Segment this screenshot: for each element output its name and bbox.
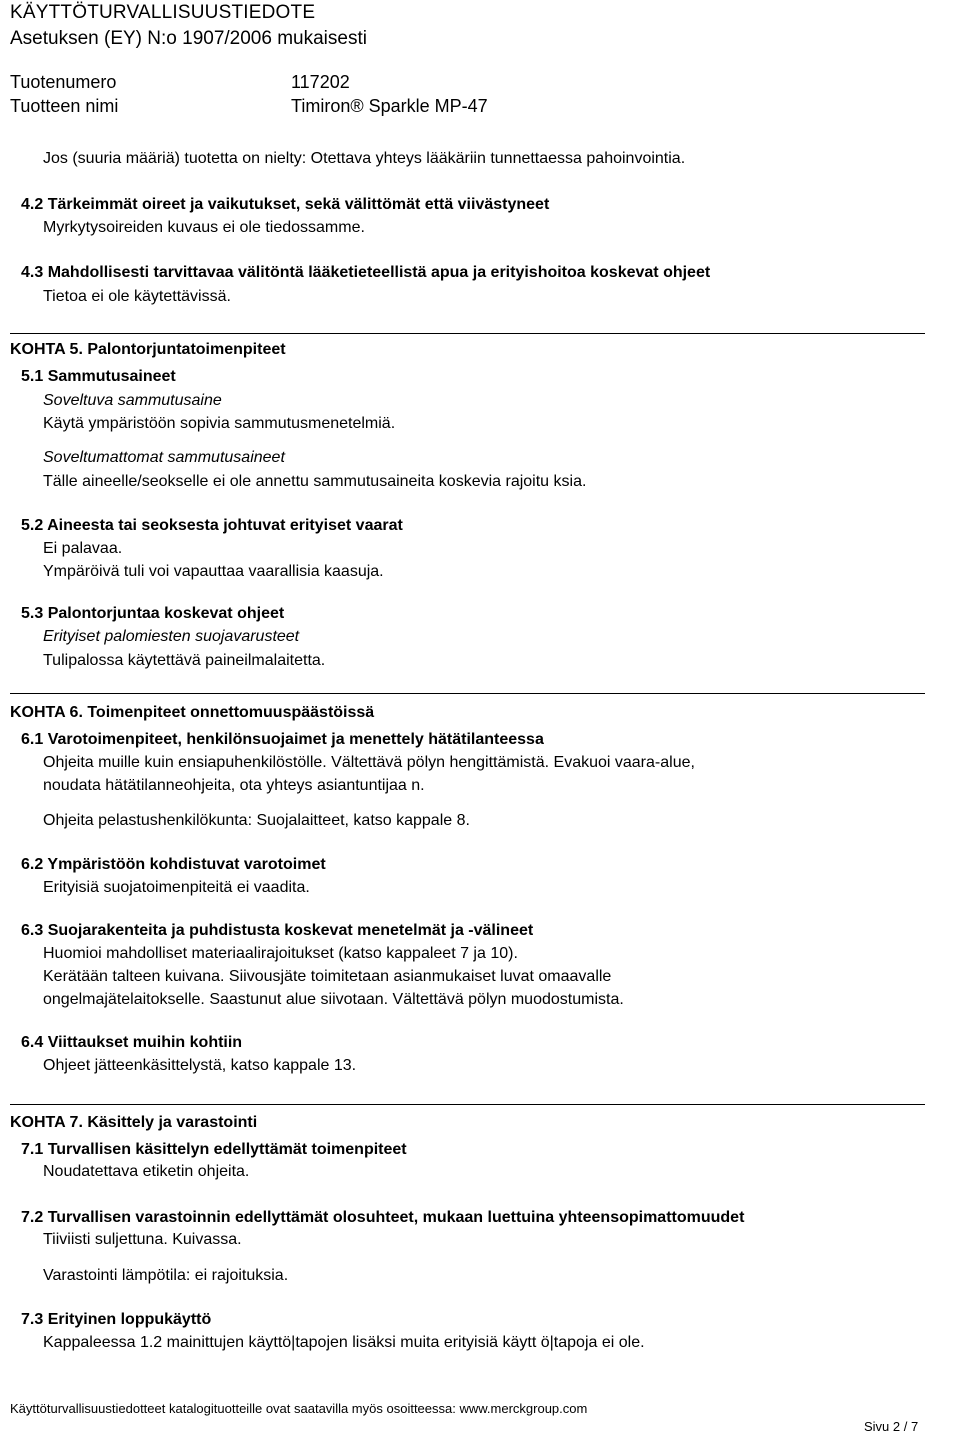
footer-note: Käyttöturvallisuustiedotteet katalogituotteille ovat saatavilla myös osoitteessa: www.merckgroup.com <box>10 1401 588 1416</box>
heading-5-3: 5.3 Palontorjuntaa koskevat ohjeet <box>21 605 285 622</box>
s4-2-text: Myrkytysoireiden kuvaus ei ole tiedossamme. <box>43 219 365 236</box>
heading-4-3-number: 4.3 <box>21 264 44 281</box>
s6-3-text-3: ongelmajätelaitokselle. Saastunut alue siivotaan. Vältettävä pölyn muodostumista. <box>43 991 624 1008</box>
heading-6-4: 6.4 Viittaukset muihin kohtiin <box>21 1034 243 1051</box>
document-subtitle: Asetuksen (EY) N:o 1907/2006 mukaisesti <box>10 28 367 49</box>
heading-5-2: 5.2 Aineesta tai seoksesta johtuvat erityiset vaarat <box>21 517 403 534</box>
s6-1-text-3: Ohjeita pelastushenkilökunta: Suojalaitteet, katso kappale 8. <box>43 812 470 829</box>
s6-3-text-2: Kerätään talteen kuivana. Siivousjäte toimitetaan asianmukaiset luvat omaavalle <box>43 968 612 985</box>
s5-2-text-2: Ympäröivä tuli voi vapauttaa vaarallisia kaasuja. <box>43 563 384 580</box>
product-number-label: Tuotenumero <box>10 72 117 92</box>
heading-4-2-text: Tärkeimmät oireet ja vaikutukset, sekä välittömät että viivästyneet <box>47 196 550 213</box>
subheading-5-1-suitable: Soveltuva sammutusaine <box>43 392 222 409</box>
product-name-value: Timiron® Sparkle MP-47 <box>291 96 488 116</box>
s4-intro-text: Jos (suuria määriä) tuotetta on nielty: Otettava yhteys lääkäriin tunnettaessa pahoinvointia. <box>43 150 686 167</box>
heading-4-3 <box>21 263 710 283</box>
s5-1-text-1: Käytä ympäristöön sopivia sammutusmenetelmiä. <box>43 415 396 432</box>
heading-6-2: 6.2 Ympäristöön kohdistuvat varotoimet <box>21 856 326 873</box>
heading-6-1: 6.1 Varotoimenpiteet, henkilönsuojaimet ja menettely hätätilanteessa <box>21 731 544 748</box>
product-name-label: Tuotteen nimi <box>10 96 119 116</box>
product-number-value: 117202 <box>291 72 350 92</box>
heading-7-3: 7.3 Erityinen loppukäyttö <box>21 1311 212 1328</box>
heading-4-2 <box>21 195 549 215</box>
s6-1-text-2: noudata hätätilanneohjeita, ota yhteys asiantuntijaa n. <box>43 777 425 794</box>
heading-7-1: 7.1 Turvallisen käsittelyn edellyttämät toimenpiteet <box>21 1141 407 1158</box>
s5-2-text-1: Ei palavaa. <box>43 540 123 557</box>
s6-2-text: Erityisiä suojatoimenpiteitä ei vaadita. <box>43 879 310 896</box>
heading-4-3-text: Mahdollisesti tarvittavaa välitöntä lääketieteellistä apua ja erityishoitoa koskevat ohjeet <box>47 264 711 281</box>
section-divider <box>10 333 925 334</box>
s7-1-text: Noudatettava etiketin ohjeita. <box>43 1163 250 1180</box>
heading-5-1: 5.1 Sammutusaineet <box>21 368 176 385</box>
heading-6-3: 6.3 Suojarakenteita ja puhdistusta koskevat menetelmät ja -välineet <box>21 922 534 939</box>
heading-4-2-number: 4.2 <box>21 196 44 213</box>
section-6-title: KOHTA 6. Toimenpiteet onnettomuuspäästöissä <box>10 704 375 721</box>
section-divider <box>10 1104 925 1105</box>
s6-3-text-1: Huomioi mahdolliset materiaalirajoitukset (katso kappaleet 7 ja 10). <box>43 945 518 962</box>
subheading-5-1-unsuitable: Soveltumattomat sammutusaineet <box>43 449 285 466</box>
section-5-title: KOHTA 5. Palontorjuntatoimenpiteet <box>10 341 286 358</box>
s5-1-text-2: Tälle aineelle/seokselle ei ole annettu sammutusaineita koskevia rajoitu ksia. <box>43 473 587 490</box>
section-divider <box>10 693 925 694</box>
heading-7-2: 7.2 Turvallisen varastoinnin edellyttämät olosuhteet, mukaan luettuina yhteensopimattomuudet <box>21 1209 745 1226</box>
s5-3-text: Tulipalossa käytettävä paineilmalaitetta. <box>43 652 326 669</box>
subheading-5-3: Erityiset palomiesten suojavarusteet <box>43 628 300 645</box>
section-7-title: KOHTA 7. Käsittely ja varastointi <box>10 1114 258 1131</box>
page-number: Sivu 2 / 7 <box>864 1419 919 1434</box>
s7-2-text-1: Tiiviisti suljettuna. Kuivassa. <box>43 1231 242 1248</box>
s7-2-text-2: Varastointi lämpötila: ei rajoituksia. <box>43 1267 289 1284</box>
s6-4-text: Ohjeet jätteenkäsittelystä, katso kappale 13. <box>43 1057 357 1074</box>
document-title: KÄYTTÖTURVALLISUUSTIEDOTE <box>10 2 316 23</box>
s4-3-text: Tietoa ei ole käytettävissä. <box>43 288 231 305</box>
s6-1-text-1: Ohjeita muille kuin ensiapuhenkilöstölle. Vältettävä pölyn hengittämistä. Evakuoi vaara-alue, <box>43 754 695 771</box>
s7-3-text: Kappaleessa 1.2 mainittujen käyttö|tapojen lisäksi muita erityisiä käytt ö|tapoja ei ole. <box>43 1334 645 1351</box>
